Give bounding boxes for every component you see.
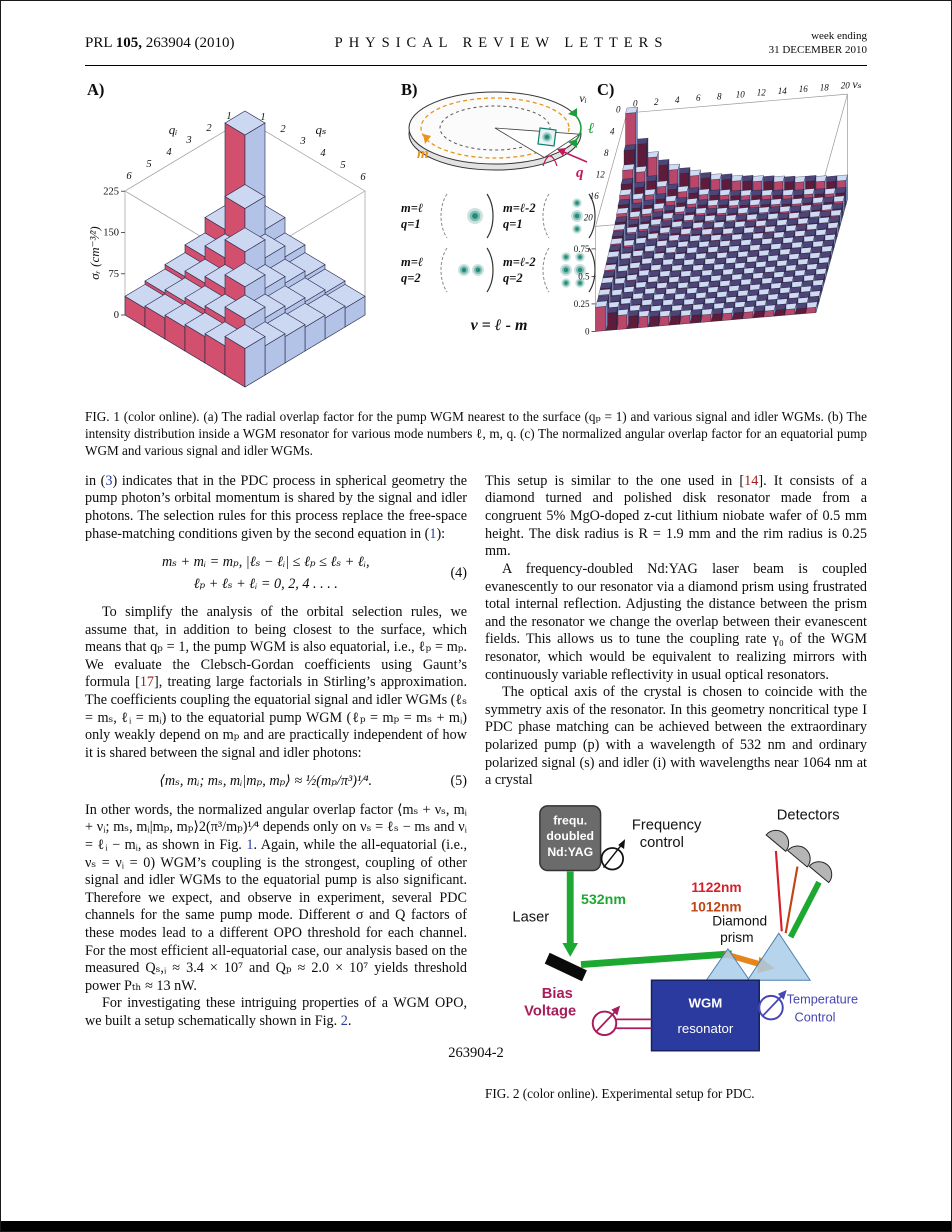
journal-header [85,29,867,66]
svg-text:m: m [417,145,429,162]
paragraph: This setup is similar to the one used in [14]. It consists of a diamond turned and polished disk resonator made from a congruent 5% MgO-doped z-cut lithium niobate wafer of 0.5 mm height. The disk radius is R = 1.9 mm and the rim radius is 0.25 mm. [485,472,867,560]
svg-text:Frequency: Frequency [631,817,702,834]
svg-text:6: 6 [696,92,701,103]
svg-text:WGM: WGM [688,995,723,1011]
display-equation [85,771,467,792]
svg-text:6: 6 [360,171,366,183]
figure-1-caption: FIG. 1 (color online). (a) The radial overlap factor for the pump WGM nearest to the surface (qₚ = 1) and various signal and idler WGMs. (b) The intensity distribution inside a WGM resonator for various mode numbers ℓ, m, q. (c) The normalized angular overlap factor for an equatorial pump WGM and various signal and idler WGMs. [85,408,867,459]
reference-link: 3 [105,472,113,489]
svg-text:0.5: 0.5 [578,270,590,281]
svg-text:4: 4 [166,146,172,158]
svg-text:16: 16 [798,83,808,94]
svg-text:1122nm: 1122nm [691,879,742,895]
svg-text:Detectors: Detectors [776,807,840,824]
svg-text:150: 150 [103,227,119,239]
svg-text:1012nm: 1012nm [690,899,742,915]
svg-text:75: 75 [108,268,119,280]
issue-info [769,29,867,58]
page-number: 263904-2 [448,1045,504,1062]
svg-text:Temperature: Temperature [786,991,859,1007]
svg-text:2: 2 [654,96,659,107]
svg-text:q: q [576,164,584,181]
svg-text:q=2: q=2 [503,270,523,285]
svg-text:q=1: q=1 [401,216,421,231]
svg-text:m=ℓ: m=ℓ [401,254,424,269]
svg-text:ν = ℓ - m: ν = ℓ - m [470,316,528,334]
citation-rest: 263904 (2010) [141,34,235,51]
svg-text:m=ℓ-2: m=ℓ-2 [503,200,536,215]
equation-body: mₛ + mᵢ = mₚ, |ℓₛ − ℓᵢ| ≤ ℓₚ ≤ ℓₛ + ℓᵢ, ℓₚ + ℓₛ + ℓᵢ = 0, 2, 4 . . . . [161,554,370,592]
svg-text:16: 16 [589,190,599,201]
svg-text:Laser: Laser [512,909,550,926]
figure-1 [85,78,867,400]
svg-text:3: 3 [300,135,306,147]
svg-text:0: 0 [113,309,119,321]
reference-link: 1 [246,836,254,853]
journal-title: PHYSICAL REVIEW LETTERS [334,34,669,51]
svg-text:σᵣ (cm⁻³⁄²): σᵣ (cm⁻³⁄²) [87,225,102,280]
svg-text:ℓ: ℓ [588,120,595,137]
svg-text:m=ℓ: m=ℓ [401,200,424,215]
svg-text:Voltage: Voltage [524,1003,577,1020]
citation-volume: 105, [115,34,142,51]
panel-a-label: A) [87,79,105,99]
equation-body: ⟨mₛ, mᵢ; mₛ, mᵢ|mₚ, mₚ⟩ ≈ ½(mₚ/π³)¹⁄⁴. [159,773,373,790]
svg-text:0: 0 [616,104,621,115]
svg-text:νₛ: νₛ [852,77,862,91]
svg-text:8: 8 [604,147,609,158]
paragraph: in (3) indicates that in the PDC process in spherical geometry the pump photon’s orbital momentum is shared by the signal and idler photons. The selection rules for this process replace the free-space phase-matching conditions given by the second equation in (1): [85,472,467,542]
reference-link: 2 [340,1012,348,1029]
svg-text:12: 12 [595,169,605,180]
svg-text:control: control [639,834,684,851]
svg-text:225: 225 [103,185,119,197]
panel-b-label: B) [401,79,418,99]
svg-text:5: 5 [340,159,346,171]
svg-text:4: 4 [320,147,326,159]
svg-text:prism: prism [720,929,754,945]
figure-2-caption: FIG. 2 (color online). Experimental setup for PDC. [485,1085,755,1101]
svg-text:νᵢ: νᵢ [579,90,587,105]
svg-text:Diamond: Diamond [712,913,768,929]
svg-text:1: 1 [226,110,232,122]
week-ending-label: week ending [811,30,867,42]
paragraph: In other words, the normalized angular overlap factor ⟨mₛ + νₛ, mᵢ + νᵢ; mₛ, mᵢ|mₚ, mₚ⟩2(π³/mₚ)¹⁄⁴ depends only on νₛ = ℓₛ − mₛ and νᵢ = ℓᵢ − mᵢ, as shown in Fig. 1. Again, while the all-equatorial (i.e., νₛ = νᵢ = 0) WGM’s coupling is the strongest, coupling of other signal and idler WGMs to the equatorial pump is also significant. Therefore we expect, and observe in experiment, several PDC channels for the same pump mode. Different σ and Q factors of these modes lead to a different OPO threshold for each channel. For the most efficient all-equatorial case, our analysis based on the measured Qₛ,ᵢ ≈ 3.4 × 10⁷ and Qₚ ≈ 2.0 × 10⁷ yields threshold power Pₜₕ ≈ 13 nW. [85,801,467,994]
svg-text:5: 5 [146,158,152,170]
paragraph: To simplify the analysis of the orbital selection rules, we assume that, in addition to being closest to the surface, which means that qₚ = 1, the pump WGM is also equatorial, i.e., ℓₚ = mₚ. We evaluate the Clebsch-Gordan coefficients using Gaunt’s formula [17], treating large factorials in Stirling’s approximation. The coefficients coupling the equatorial signal and idler WGMs (ℓₛ = mₛ, ℓᵢ = mᵢ) to the equatorial pump WGM (ℓₚ = mₚ = mₛ + mᵢ) only weakly depend on mₚ and are practically independent of how it is shared between the signal and idler photons: [85,603,467,761]
scan-edge-bar [1,1221,951,1231]
svg-text:q=2: q=2 [401,270,421,285]
svg-text:frequ.: frequ. [553,813,588,828]
panel-c-label: C) [597,79,615,99]
svg-text:2: 2 [206,122,212,134]
svg-text:0.25: 0.25 [573,298,590,309]
citation [85,35,234,52]
svg-text:0: 0 [633,98,638,109]
svg-text:12: 12 [756,87,766,98]
svg-text:m=ℓ-2: m=ℓ-2 [503,254,536,269]
fig1-panel-c-angular-overlap-chart [557,78,867,378]
display-equation [85,552,467,595]
svg-text:532nm: 532nm [580,891,626,908]
reference-link: 14 [744,472,759,489]
svg-text:6: 6 [126,170,132,182]
citation-prefix: PRL [85,34,116,51]
page-content [85,29,867,1102]
svg-text:14: 14 [777,85,787,96]
svg-text:q=1: q=1 [503,216,523,231]
right-column [485,473,867,1103]
reference-link: 1 [429,525,437,542]
svg-text:Bias: Bias [541,985,573,1002]
svg-text:4: 4 [610,125,615,136]
right-column-text [485,473,867,790]
two-column-body [85,473,867,1103]
paragraph: For investigating these intriguing properties of a WGM OPO, we built a setup schematically shown in Fig. 2. [85,995,467,1029]
svg-text:qₛ: qₛ [315,121,327,137]
svg-text:2: 2 [280,123,286,135]
paragraph: The optical axis of the crystal is chosen to coincide with the symmetry axis of the resonator. In this geometry noncritical type I PDC phase matching can be achieved between the extraordinary polarized pump (p) with a wavelength of 532 nm and ordinary polarized signal (s) and idler (i) with wavelengths near 1064 nm at a crystal [485,684,867,789]
svg-text:20: 20 [840,80,850,91]
svg-text:3: 3 [186,134,192,146]
svg-text:10: 10 [735,89,745,100]
equation-number: (4) [450,564,467,581]
svg-text:8: 8 [717,90,722,101]
fig1-panel-a-radial-overlap-chart [85,78,390,396]
paragraph: A frequency-doubled Nd:YAG laser beam is coupled evanescently to our resonator via a diamond prism using frustrated total internal reflection. Adjusting the distance between the prism and the resonator we change the overlap between their evanescent fields. This allows us to tune the coupling rate γ₀ of the WGM resonator, which would be equivalent to realizing mirrors with continuously variable reflectivity in usual optical resonators. [485,560,867,683]
svg-text:20: 20 [583,212,593,223]
svg-text:Nd:YAG: Nd:YAG [547,844,594,859]
svg-text:1: 1 [260,111,266,123]
svg-text:0: 0 [585,325,590,336]
equation-number: (5) [450,773,467,790]
issue-date: 31 DECEMBER 2010 [768,44,867,57]
svg-text:Control: Control [794,1009,836,1025]
svg-text:qᵢ: qᵢ [168,121,178,137]
left-column [85,473,467,1103]
svg-text:4: 4 [675,94,680,105]
svg-text:18: 18 [819,81,829,92]
svg-text:0.75: 0.75 [573,243,590,254]
svg-text:doubled: doubled [546,828,595,843]
reference-link: 17 [139,674,155,691]
svg-text:resonator: resonator [677,1020,734,1036]
fig2-setup-diagram [485,800,867,1079]
